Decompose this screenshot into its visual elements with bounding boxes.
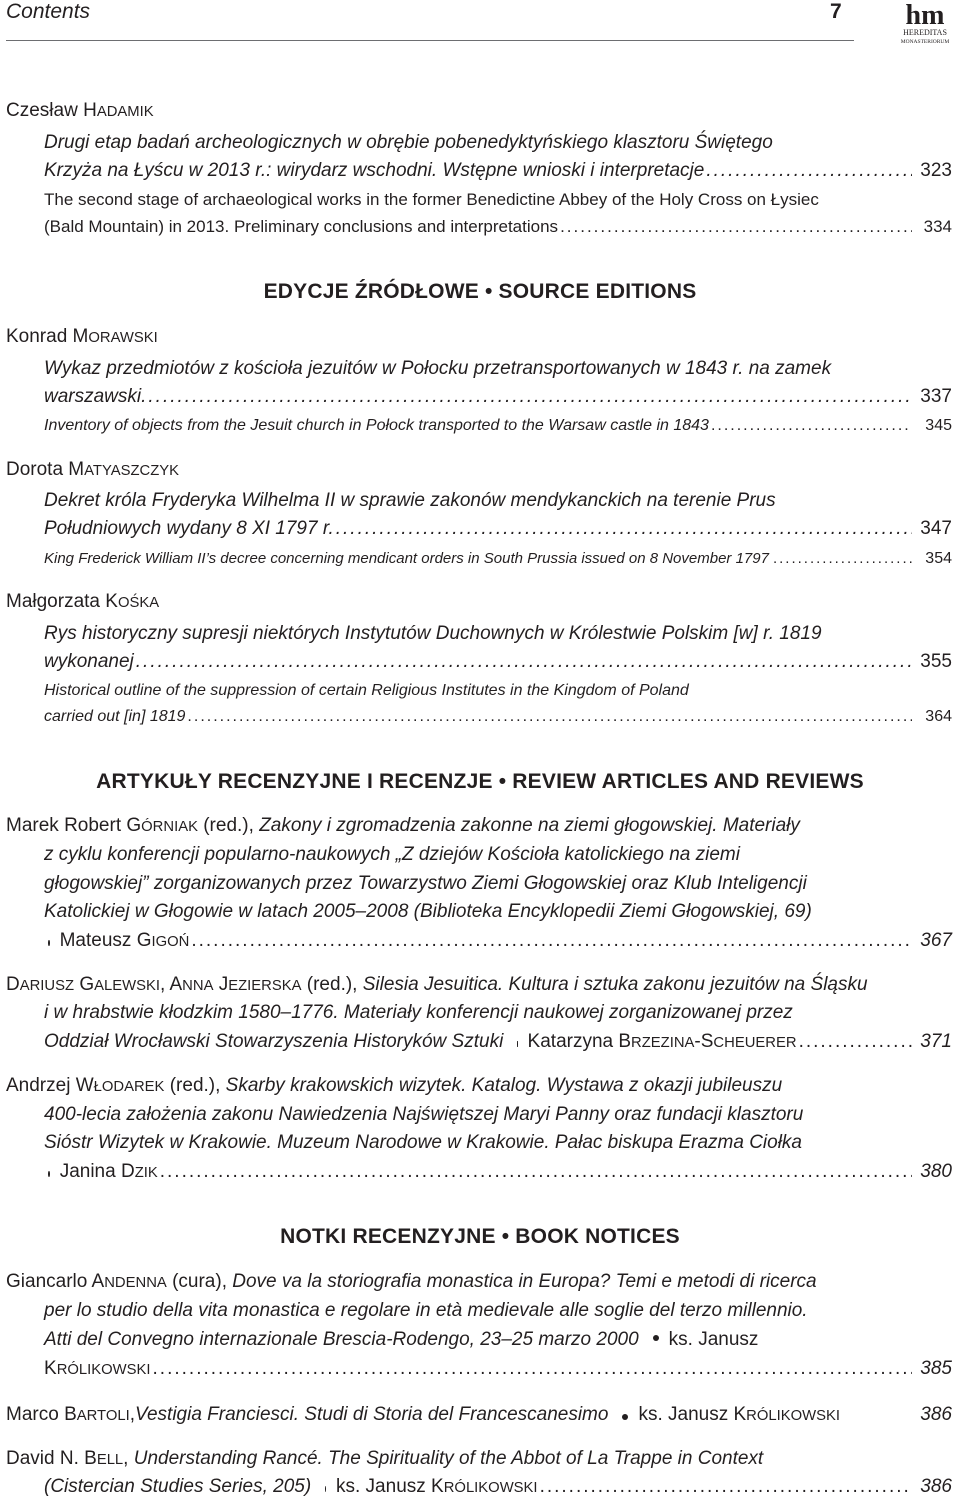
review-line: Marek Robert GÓRNIAK (red.), Zakony i zgromadzenia zakonne na ziemi głogowskiej. Materiały: [6, 815, 800, 836]
review-line: Sióstr Wizytek w Krakowie. Muzeum Narodowe w Krakowie. Pałac biskupa Erazma Ciołka: [44, 1132, 802, 1153]
page-ref: 386: [920, 1476, 952, 1497]
leader-dots: [560, 215, 912, 239]
section-heading: NOTKI RECENZYJNE • BOOK NOTICES: [280, 1225, 680, 1248]
bullet-icon: [653, 1335, 659, 1341]
toc-entry-en[interactable]: King Frederick William II’s decree concerning mendicant orders in South Prussia issued on 8 November 1797 ..... 354: [44, 547, 952, 571]
leader-dots: [160, 1160, 912, 1184]
entry-title-en: Historical outline of the suppression of certain Religious Institutes in the Kingdom of Poland: [44, 682, 689, 699]
toc-entry[interactable]: Janina D ZIK ..... 380: [44, 1160, 952, 1185]
notice-line: David N. BELL, Understanding Rancé. The Spirituality of the Abbot of La Trappe in Context: [6, 1448, 764, 1469]
toc-entry[interactable]: wykonanej ..... 355: [44, 650, 952, 674]
review-line: z cyklu konferencji popularno-naukowych „Z dziejów Kościoła katolickiego na ziemi: [44, 844, 740, 865]
toc-entry[interactable]: Krzyża na Łyścu w 2013 r.: wirydarz wschodni. Wstępne wnioski i interpretacje ..... 323: [44, 159, 952, 183]
toc-entry[interactable]: Marco B ARTOLI , Vestigia Franciesci. Studi di Storia del Francescanesimo ks. Janusz K RÓLIKOWSKI 386: [6, 1404, 952, 1425]
hereditas-logo: [895, 2, 955, 46]
leader-dots: [153, 1357, 912, 1381]
entry-title: Wykaz przedmiotów z kościoła jezuitów w Połocku przetransportowanych w 1843 r. na zamek: [44, 358, 832, 379]
page-ref: 323: [920, 160, 952, 181]
leader-dots: [187, 705, 912, 729]
leader-dots: [191, 929, 912, 953]
entry-author: Konrad MORAWSKI: [6, 326, 158, 347]
section-heading: EDYCJE ŹRÓDŁOWE • SOURCE EDITIONS: [263, 280, 697, 303]
entry-author: Małgorzata KOŚKA: [6, 591, 160, 612]
svg-text:MONASTERIORUM: MONASTERIORUM: [900, 39, 950, 45]
page-ref: 386: [920, 1404, 952, 1425]
leader-dots: [136, 650, 912, 674]
entry-title: Drugi etap badań archeologicznych w obrębie pobenedyktyńskiego klasztoru Świętego: [44, 132, 773, 153]
toc-entry-en[interactable]: (Bald Mountain) in 2013. Preliminary conclusions and interpretations ..... 334: [44, 215, 952, 239]
entry-title: Rys historyczny supresji niektórych Instytutów Duchownych w Królestwie Polskim [w] r. 1819: [44, 623, 822, 644]
leader-dots: [336, 517, 912, 541]
toc-entry[interactable]: Oddział Wrocławski Stowarzyszenia Historyków Sztuki Katarzyna B RZEZINA -S CHEUERER ..... 371: [44, 1030, 952, 1055]
running-head-title: Contents: [6, 0, 91, 23]
page-ref: 385: [920, 1358, 952, 1379]
page-ref: 367: [920, 930, 952, 951]
entry-title: Dekret króla Fryderyka Wilhelma II w sprawie zakonów mendykanckich na terenie Prus: [44, 490, 776, 511]
toc-entry[interactable]: K RÓLIKOWSKI ..... 385: [44, 1357, 952, 1382]
entry-author: Czesław HADAMIK: [6, 100, 154, 121]
bullet-icon: [48, 940, 50, 946]
toc-entry[interactable]: Południowych wydany 8 XI 1797 r. ..... 347: [44, 517, 952, 541]
page-number: 7: [830, 0, 842, 23]
header-rule: [6, 40, 854, 41]
toc-entry[interactable]: Mateusz G IGOŃ ..... 367: [44, 929, 952, 954]
svg-text:hm: hm: [905, 2, 945, 31]
notice-line: Atti del Convegno internazionale Brescia-Rodengo, 23–25 marzo 2000 ks. Janusz: [44, 1329, 759, 1350]
leader-dots: [711, 414, 912, 438]
leader-dots: [799, 1030, 912, 1054]
bullet-icon: [325, 1486, 326, 1492]
toc-entry-en[interactable]: Inventory of objects from the Jesuit church in Połock transported to the Warsaw castle in 1843 ..... 345: [44, 414, 952, 438]
page-ref: 345: [925, 417, 952, 434]
review-line: Katolickiej w Głogowie w latach 2005–2008 (Biblioteka Encyklopedii Ziemi Głogowskiej, 69): [44, 901, 812, 922]
entry-author: Dorota MATYASZCZYK: [6, 459, 180, 480]
entry-title-en: The second stage of archaeological works in the former Benedictine Abbey of the Holy Cross on Łysiec: [44, 190, 819, 209]
leader-dots: [148, 385, 912, 409]
review-line: Andrzej WŁODAREK (red.), Skarby krakowskich wizytek. Katalog. Wystawa z okazji jubileuszu: [6, 1075, 783, 1096]
bullet-icon: [48, 1171, 50, 1177]
review-line: DARIUSZ GALEWSKI, ANNA JEZIERSKA (red.), Silesia Jesuitica. Kultura i sztuka zakonu jezuitów na Śląsku: [6, 974, 868, 995]
bullet-icon: [622, 1414, 628, 1420]
toc-entry[interactable]: (Cistercian Studies Series, 205) ks. Janusz K RÓLIKOWSKI ..... 386: [44, 1475, 952, 1500]
leader-dots: [773, 547, 914, 571]
toc-entry-en[interactable]: carried out [in] 1819 ..... 364: [44, 705, 952, 729]
page-ref: 354: [925, 550, 952, 567]
review-line: 400-lecia założenia zakonu Nawiedzenia Najświętszej Maryi Panny oraz fundacji klasztoru: [44, 1104, 804, 1125]
toc-entry[interactable]: warszawski. ..... 337: [44, 385, 952, 409]
page-ref: 337: [920, 386, 952, 407]
page-ref: 380: [920, 1161, 952, 1182]
page-ref: 364: [925, 708, 952, 725]
page-ref: 355: [920, 651, 952, 672]
page-ref: 334: [923, 217, 952, 236]
review-line: i w hrabstwie kłodzkim 1580–1776. Materiały konferencji naukowej zorganizowanej przez: [44, 1002, 793, 1023]
notice-line: per lo studio della vita monastica e regolare in età medievale alle soglie del terzo millennio.: [44, 1300, 808, 1321]
page-ref: 371: [920, 1031, 952, 1052]
section-heading: ARTYKUŁY RECENZYJNE I RECENZJE • REVIEW ARTICLES AND REVIEWS: [96, 770, 864, 793]
review-line: głogowskiej” zorganizowanych przez Towarzystwo Ziemi Głogowskiej oraz Klub Inteligencji: [44, 873, 807, 894]
svg-text:HEREDITAS: HEREDITAS: [903, 28, 947, 37]
leader-dots: [540, 1475, 912, 1499]
page-ref: 347: [920, 518, 952, 539]
notice-line: Giancarlo ANDENNA (cura), Dove va la storiografia monastica in Europa? Temi e metodi di ricerca: [6, 1271, 817, 1292]
leader-dots: [706, 159, 912, 183]
